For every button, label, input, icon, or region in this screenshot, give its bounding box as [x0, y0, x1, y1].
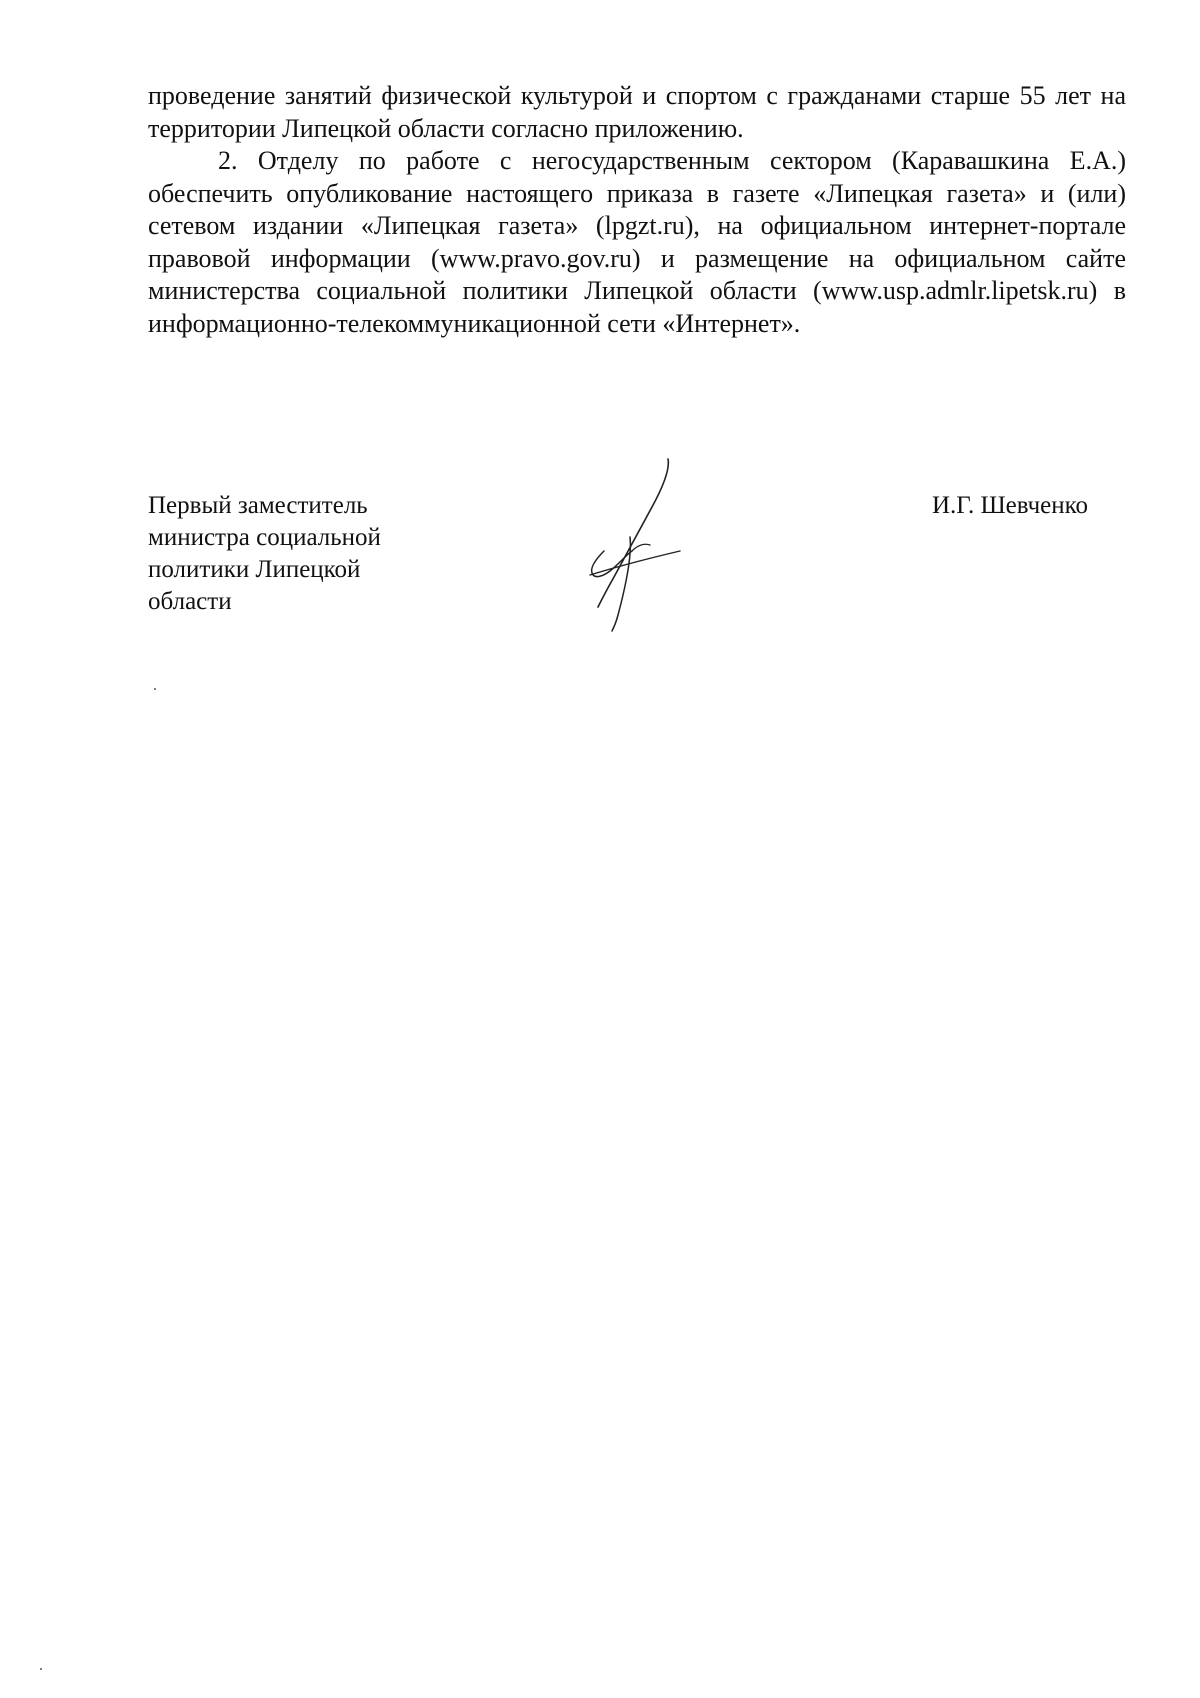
handwritten-signature	[586, 455, 696, 635]
signatory-title-line: министра социальной	[148, 524, 381, 551]
signatory-title-line: области	[148, 588, 232, 615]
signatory-name: И.Г. Шевченко	[932, 492, 1089, 519]
signatory-title	[148, 490, 448, 618]
signatory-title-line: политики Липецкой	[148, 556, 361, 583]
scan-speck	[40, 1668, 42, 1670]
scan-speck	[154, 688, 156, 690]
document-body	[148, 80, 1126, 340]
signatory-title-line: Первый заместитель	[148, 492, 368, 519]
paragraph-item-2: 2. Отделу по работе с негосударственным сектором (Каравашкина Е.А.) обеспечить опубликование настоящего приказа в газете «Липецкая газета» и (или) сетевом издании «Липецкая газета» (lpgzt.ru), на официальном интернет-портале правовой информации (www.pravo.gov.ru) и размещение на официальном сайте министерства социальной политики Липецкой области (www.usp.admlr.lipetsk.ru) в информационно-телекоммуникационной сети «Интернет».	[148, 146, 1126, 338]
paragraph-continuation: проведение занятий физической культурой и спортом с гражданами старше 55 лет на территории Липецкой области согласно приложению.	[148, 81, 1126, 143]
